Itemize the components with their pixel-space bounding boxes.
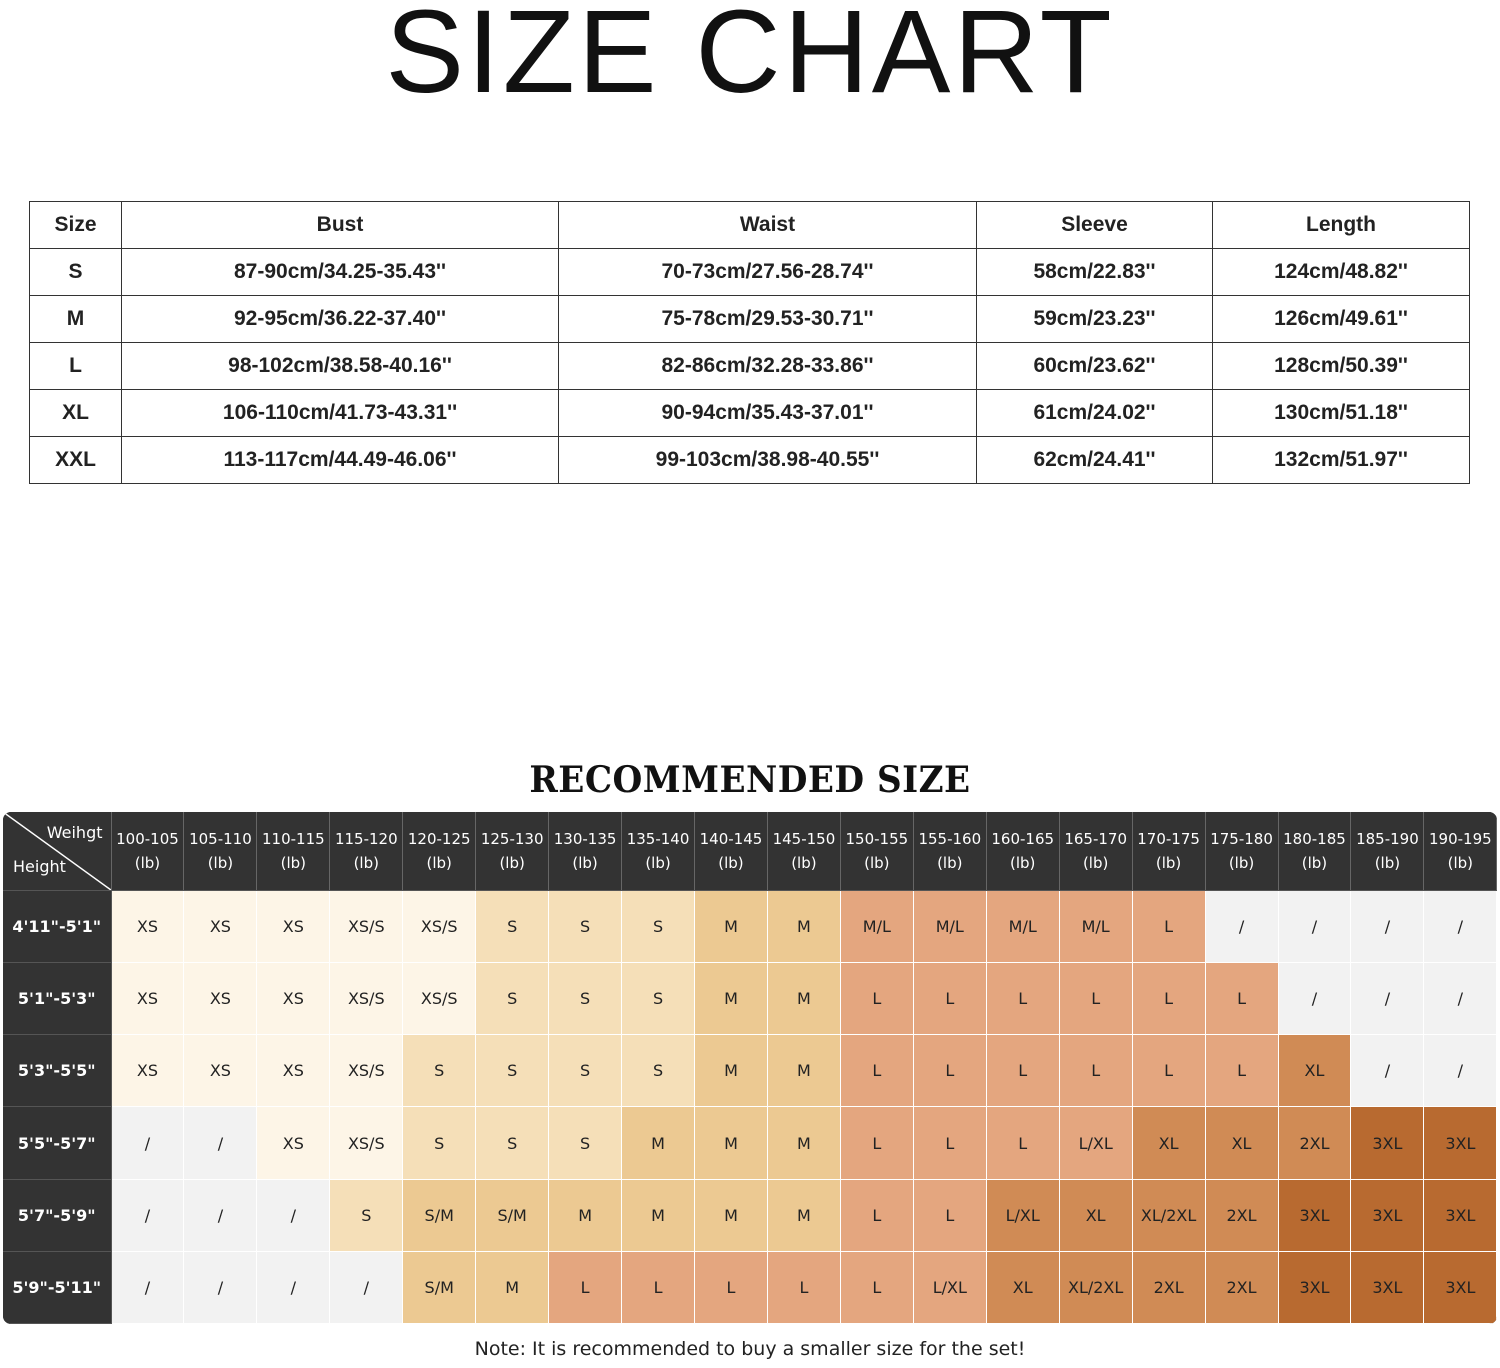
size-cell: M/L: [840, 891, 913, 963]
recommended-size-title: RECOMMENDED SIZE: [529, 759, 971, 801]
size-cell: XS/S: [403, 963, 476, 1035]
size-cell: XL: [1059, 1179, 1132, 1251]
weight-unit: (lb): [280, 854, 307, 872]
size-cell: /: [184, 1107, 257, 1179]
cell-sleeve: 62cm/24.41'': [977, 437, 1213, 484]
size-cell: XL: [1205, 1107, 1278, 1179]
height-row: [3, 1107, 1497, 1179]
cell-size: M: [30, 296, 122, 343]
header-bust: Bust: [122, 202, 559, 249]
weight-range: 110-115: [262, 830, 325, 848]
size-cell: M: [622, 1179, 695, 1251]
size-cell: M: [767, 891, 840, 963]
weight-range: 165-170: [1064, 830, 1127, 848]
size-cell: L: [1132, 1035, 1205, 1107]
weight-unit: (lb): [937, 854, 963, 872]
cell-size: XXL: [30, 437, 122, 484]
weight-range: 145-150: [772, 830, 836, 848]
size-cell: /: [1205, 891, 1278, 963]
cell-sleeve: 59cm/23.23'': [977, 296, 1213, 343]
size-cell: L: [1132, 963, 1205, 1035]
weight-range: 180-185: [1283, 830, 1346, 848]
size-cell: /: [257, 1251, 330, 1323]
size-cell: L: [549, 1251, 622, 1323]
size-cell: L: [840, 1251, 913, 1323]
weight-header: [1059, 812, 1132, 891]
size-cell: S: [549, 1035, 622, 1107]
table-row: [30, 296, 1470, 343]
size-cell: XS: [257, 1035, 330, 1107]
height-label: 5'9"-5'11": [3, 1251, 111, 1323]
size-cell: L: [1205, 963, 1278, 1035]
size-cell: XL/2XL: [1059, 1251, 1132, 1323]
weight-header-row: [3, 812, 1497, 891]
size-cell: S: [330, 1179, 403, 1251]
size-cell: XS: [257, 963, 330, 1035]
weight-unit: (lb): [645, 854, 671, 872]
weight-range: 170-175: [1137, 830, 1200, 848]
height-row: [3, 1035, 1497, 1107]
page-title: SIZE CHART: [385, 0, 1115, 118]
measurement-table: [29, 201, 1470, 484]
grid-corner: [3, 812, 111, 891]
size-cell: L: [622, 1251, 695, 1323]
cell-sleeve: 60cm/23.62'': [977, 343, 1213, 390]
size-cell: XL: [986, 1251, 1059, 1323]
weight-header: [986, 812, 1059, 891]
cell-waist: 82-86cm/32.28-33.86'': [559, 343, 977, 390]
size-cell: S/M: [476, 1179, 549, 1251]
weight-header: [403, 812, 476, 891]
weight-range: 105-110: [189, 830, 252, 848]
size-cell: XS: [184, 963, 257, 1035]
size-cell: L: [986, 963, 1059, 1035]
cell-length: 132cm/51.97'': [1213, 437, 1470, 484]
size-cell: L: [840, 963, 913, 1035]
cell-bust: 98-102cm/38.58-40.16'': [122, 343, 559, 390]
cell-sleeve: 58cm/22.83'': [977, 249, 1213, 296]
size-cell: L: [840, 1107, 913, 1179]
cell-bust: 92-95cm/36.22-37.40'': [122, 296, 559, 343]
size-cell: S: [622, 891, 695, 963]
weight-header: [111, 812, 184, 891]
size-cell: /: [1351, 1035, 1424, 1107]
size-cell: S: [549, 963, 622, 1035]
size-cell: M: [695, 891, 768, 963]
table-row: [30, 437, 1470, 484]
weight-range: 150-155: [845, 830, 909, 848]
weight-header: [1351, 812, 1424, 891]
weight-header: [695, 812, 768, 891]
size-cell: S: [622, 1035, 695, 1107]
size-note: Note: It is recommended to buy a smaller size for the set!: [474, 1338, 1026, 1360]
table-row: [30, 390, 1470, 437]
size-cell: L: [695, 1251, 768, 1323]
size-cell: /: [1424, 891, 1497, 963]
size-cell: M: [476, 1251, 549, 1323]
size-cell: M/L: [986, 891, 1059, 963]
size-cell: S: [549, 1107, 622, 1179]
weight-unit: (lb): [1447, 854, 1474, 872]
size-cell: /: [111, 1251, 184, 1323]
cell-waist: 75-78cm/29.53-30.71'': [559, 296, 977, 343]
height-row: [3, 963, 1497, 1035]
size-cell: /: [1424, 963, 1497, 1035]
size-cell: 2XL: [1205, 1251, 1278, 1323]
weight-unit: (lb): [718, 854, 744, 872]
size-cell: S: [476, 1035, 549, 1107]
header-waist: Waist: [559, 202, 977, 249]
size-cell: S: [476, 891, 549, 963]
size-cell: S: [476, 1107, 549, 1179]
size-cell: L: [913, 1107, 986, 1179]
size-cell: L: [986, 1107, 1059, 1179]
weight-unit: (lb): [1010, 854, 1036, 872]
recommended-size-grid: [3, 812, 1497, 1324]
size-cell: M: [622, 1107, 695, 1179]
size-cell: 2XL: [1278, 1107, 1351, 1179]
weight-unit: (lb): [1301, 854, 1328, 872]
size-cell: /: [1351, 891, 1424, 963]
weight-unit: (lb): [791, 854, 817, 872]
height-row: [3, 1179, 1497, 1251]
corner-weight-label: Weihgt: [46, 823, 103, 842]
size-cell: XS/S: [330, 891, 403, 963]
cell-length: 130cm/51.18'': [1213, 390, 1470, 437]
height-label: 5'1"-5'3": [3, 963, 111, 1035]
size-cell: XS: [257, 891, 330, 963]
size-cell: S/M: [403, 1251, 476, 1323]
cell-length: 128cm/50.39'': [1213, 343, 1470, 390]
size-cell: XS: [111, 891, 184, 963]
weight-unit: (lb): [1082, 854, 1109, 872]
size-cell: M: [767, 1179, 840, 1251]
size-cell: L: [913, 963, 986, 1035]
size-cell: 3XL: [1424, 1251, 1497, 1323]
size-cell: L/XL: [986, 1179, 1059, 1251]
weight-range: 135-140: [626, 830, 690, 848]
weight-range: 160-165: [991, 830, 1055, 848]
size-cell: XS: [111, 963, 184, 1035]
size-cell: XL: [1278, 1035, 1351, 1107]
cell-waist: 99-103cm/38.98-40.55'': [559, 437, 977, 484]
weight-header: [330, 812, 403, 891]
size-cell: /: [184, 1251, 257, 1323]
size-cell: XS: [184, 1035, 257, 1107]
weight-range: 115-120: [334, 830, 398, 848]
weight-header: [622, 812, 695, 891]
size-cell: XS/S: [330, 1107, 403, 1179]
weight-header: [1278, 812, 1351, 891]
size-cell: /: [111, 1179, 184, 1251]
weight-header: [913, 812, 986, 891]
size-cell: XS/S: [330, 963, 403, 1035]
size-cell: L/XL: [913, 1251, 986, 1323]
cell-bust: 113-117cm/44.49-46.06'': [122, 437, 559, 484]
size-cell: /: [257, 1179, 330, 1251]
weight-range: 185-190: [1356, 830, 1419, 848]
size-cell: S/M: [403, 1179, 476, 1251]
weight-header: [840, 812, 913, 891]
size-cell: 3XL: [1351, 1107, 1424, 1179]
size-cell: M: [695, 1107, 768, 1179]
cell-bust: 87-90cm/34.25-35.43'': [122, 249, 559, 296]
weight-range: 155-160: [918, 830, 982, 848]
cell-size: L: [30, 343, 122, 390]
size-cell: S: [622, 963, 695, 1035]
cell-size: S: [30, 249, 122, 296]
size-cell: XL: [1132, 1107, 1205, 1179]
size-cell: S: [549, 891, 622, 963]
size-cell: 2XL: [1132, 1251, 1205, 1323]
size-cell: M: [767, 1035, 840, 1107]
height-label: 5'7"-5'9": [3, 1179, 111, 1251]
size-cell: M: [695, 1035, 768, 1107]
weight-unit: (lb): [1374, 854, 1401, 872]
weight-header: [1205, 812, 1278, 891]
size-cell: M/L: [1059, 891, 1132, 963]
size-cell: 3XL: [1424, 1179, 1497, 1251]
weight-unit: (lb): [207, 854, 234, 872]
size-cell: M: [767, 1107, 840, 1179]
measurement-header-row: [30, 202, 1470, 249]
size-cell: L: [840, 1179, 913, 1251]
size-cell: 3XL: [1351, 1179, 1424, 1251]
weight-unit: (lb): [864, 854, 890, 872]
weight-unit: (lb): [426, 854, 452, 872]
size-cell: 2XL: [1205, 1179, 1278, 1251]
weight-unit: (lb): [572, 854, 598, 872]
size-cell: /: [1424, 1035, 1497, 1107]
cell-bust: 106-110cm/41.73-43.31'': [122, 390, 559, 437]
size-cell: L: [1059, 963, 1132, 1035]
size-cell: S: [403, 1035, 476, 1107]
height-row: [3, 891, 1497, 963]
size-cell: L: [913, 1035, 986, 1107]
size-cell: L: [1205, 1035, 1278, 1107]
size-cell: XS: [111, 1035, 184, 1107]
size-cell: /: [1278, 891, 1351, 963]
weight-header: [1132, 812, 1205, 891]
header-sleeve: Sleeve: [977, 202, 1213, 249]
size-cell: XL/2XL: [1132, 1179, 1205, 1251]
size-cell: M: [549, 1179, 622, 1251]
size-cell: 3XL: [1278, 1251, 1351, 1323]
size-cell: XS/S: [403, 891, 476, 963]
weight-range: 100-105: [116, 830, 179, 848]
size-cell: XS: [257, 1107, 330, 1179]
size-cell: M: [695, 963, 768, 1035]
size-cell: L: [840, 1035, 913, 1107]
weight-header: [184, 812, 257, 891]
weight-header: [1424, 812, 1497, 891]
table-row: [30, 343, 1470, 390]
size-cell: /: [184, 1179, 257, 1251]
weight-unit: (lb): [1228, 854, 1255, 872]
size-cell: 3XL: [1278, 1179, 1351, 1251]
cell-length: 126cm/49.61'': [1213, 296, 1470, 343]
weight-range: 130-135: [553, 830, 617, 848]
height-row: [3, 1251, 1497, 1323]
weight-range: 175-180: [1210, 830, 1273, 848]
size-cell: XS: [184, 891, 257, 963]
weight-header: [549, 812, 622, 891]
weight-range: 120-125: [407, 830, 471, 848]
weight-unit: (lb): [499, 854, 525, 872]
size-cell: /: [111, 1107, 184, 1179]
header-length: Length: [1213, 202, 1470, 249]
height-label: 5'5"-5'7": [3, 1107, 111, 1179]
cell-waist: 90-94cm/35.43-37.01'': [559, 390, 977, 437]
weight-header: [476, 812, 549, 891]
size-cell: /: [330, 1251, 403, 1323]
size-cell: L/XL: [1059, 1107, 1132, 1179]
weight-unit: (lb): [353, 854, 379, 872]
cell-length: 124cm/48.82'': [1213, 249, 1470, 296]
size-cell: M: [695, 1179, 768, 1251]
header-size: Size: [30, 202, 122, 249]
height-label: 5'3"-5'5": [3, 1035, 111, 1107]
weight-unit: (lb): [1155, 854, 1182, 872]
cell-waist: 70-73cm/27.56-28.74'': [559, 249, 977, 296]
weight-range: 140-145: [699, 830, 763, 848]
weight-range: 190-195: [1429, 830, 1492, 848]
size-cell: L: [1132, 891, 1205, 963]
size-cell: 3XL: [1351, 1251, 1424, 1323]
size-cell: L: [767, 1251, 840, 1323]
size-cell: L: [913, 1179, 986, 1251]
height-label: 4'11"-5'1": [3, 891, 111, 963]
weight-header: [767, 812, 840, 891]
size-cell: L: [986, 1035, 1059, 1107]
size-cell: XS/S: [330, 1035, 403, 1107]
size-cell: L: [1059, 1035, 1132, 1107]
weight-range: 125-130: [480, 830, 544, 848]
corner-height-label: Height: [13, 857, 66, 877]
cell-size: XL: [30, 390, 122, 437]
size-cell: /: [1278, 963, 1351, 1035]
table-row: [30, 249, 1470, 296]
size-cell: S: [476, 963, 549, 1035]
cell-sleeve: 61cm/24.02'': [977, 390, 1213, 437]
weight-header: [257, 812, 330, 891]
size-cell: M/L: [913, 891, 986, 963]
size-cell: S: [403, 1107, 476, 1179]
size-cell: M: [767, 963, 840, 1035]
weight-unit: (lb): [134, 854, 161, 872]
size-cell: 3XL: [1424, 1107, 1497, 1179]
size-cell: /: [1351, 963, 1424, 1035]
